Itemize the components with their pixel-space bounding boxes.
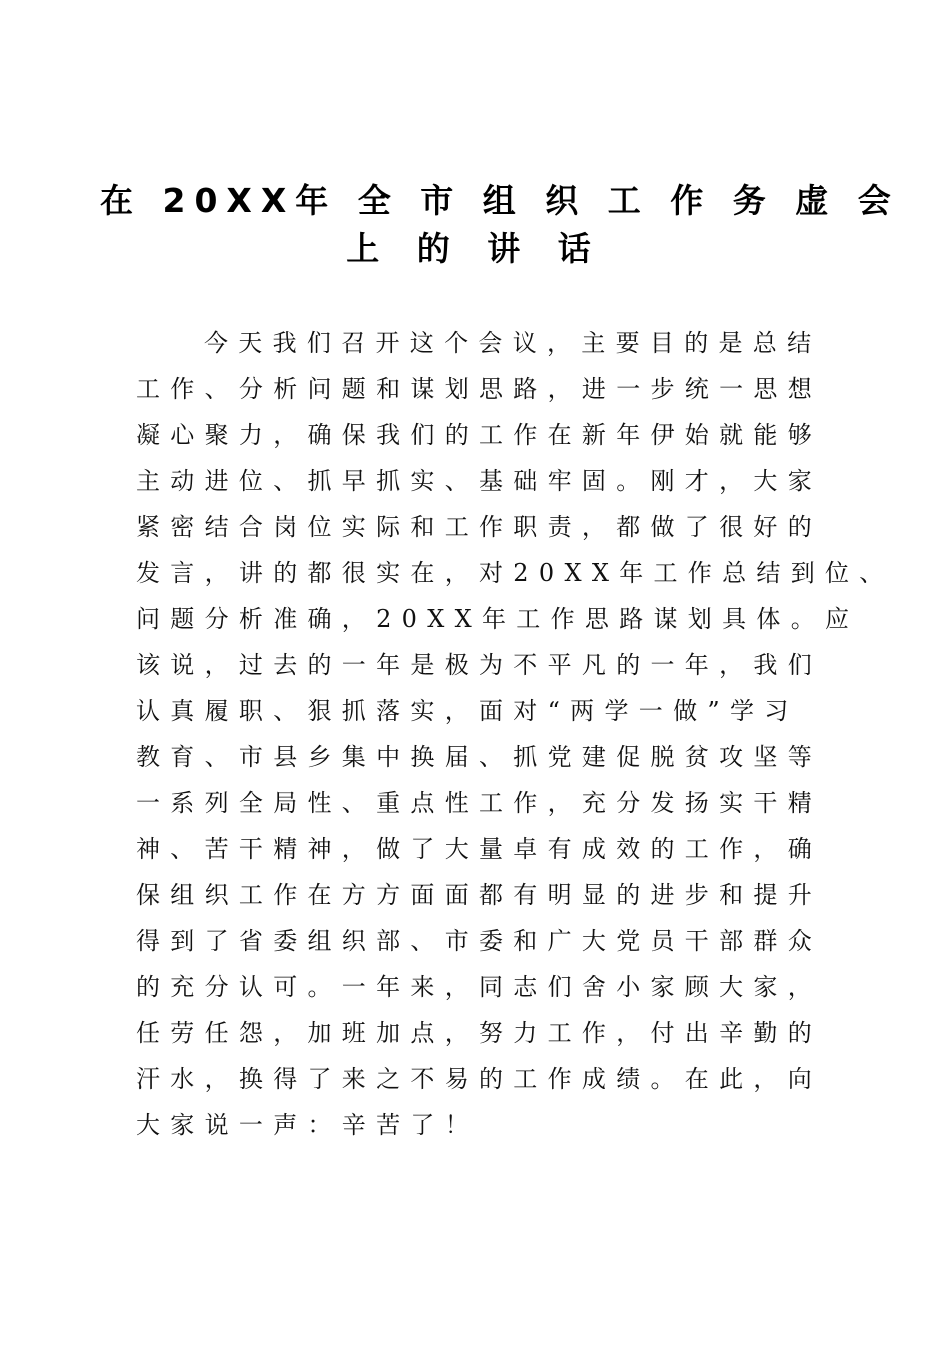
paragraph-line-10: 教育、市县乡集中换届、抓党建促脱贫攻坚等 <box>136 743 822 771</box>
paragraph-line-18: 大家说一声：辛苦了！ <box>136 1111 479 1139</box>
paragraph-line-15: 的充分认可。一年来，同志们舍小家顾大家， <box>136 973 822 1001</box>
paragraph-line-16: 任劳任怨，加班加点，努力工作，付出辛勤的 <box>136 1019 822 1047</box>
paragraph-line-14: 得到了省委组织部、市委和广大党员干部群众 <box>136 927 822 955</box>
paragraph-line-9: 认真履职、狠抓落实，面对“两学一做”学习 <box>136 697 799 725</box>
paragraph-line-2: 工作、分析问题和谋划思路，进一步统一思想 <box>136 375 822 403</box>
paragraph-line-4: 主动进位、抓早抓实、基础牢固。刚才，大家 <box>136 467 822 495</box>
paragraph-line-6: 发言，讲的都很实在，对20XX年工作总结到位、 <box>136 559 894 587</box>
document-title-line-1: 在 20XX年 全 市 组 织 工 作 务 虚 会 <box>100 181 900 220</box>
paragraph-line-11: 一系列全局性、重点性工作，充分发扬实干精 <box>136 789 822 817</box>
paragraph-line-13: 保组织工作在方方面面都有明显的进步和提升 <box>136 881 822 909</box>
paragraph-line-3: 凝心聚力，确保我们的工作在新年伊始就能够 <box>136 421 822 449</box>
paragraph-line-12: 神、苦干精神，做了大量卓有成效的工作，确 <box>136 835 822 863</box>
paragraph-line-7: 问题分析准确，20XX年工作思路谋划具体。应 <box>136 605 860 633</box>
paragraph-line-8: 该说，过去的一年是极为不平凡的一年，我们 <box>136 651 822 679</box>
document-title-line-2: 上 的 讲 话 <box>346 229 604 268</box>
paragraph-line-1: 今天我们召开这个会议，主要目的是总结 <box>204 329 822 357</box>
paragraph-line-5: 紧密结合岗位实际和工作职责，都做了很好的 <box>136 513 822 541</box>
speech-paragraph <box>136 320 894 1148</box>
paragraph-line-17: 汗水，换得了来之不易的工作成绩。在此，向 <box>136 1065 822 1093</box>
